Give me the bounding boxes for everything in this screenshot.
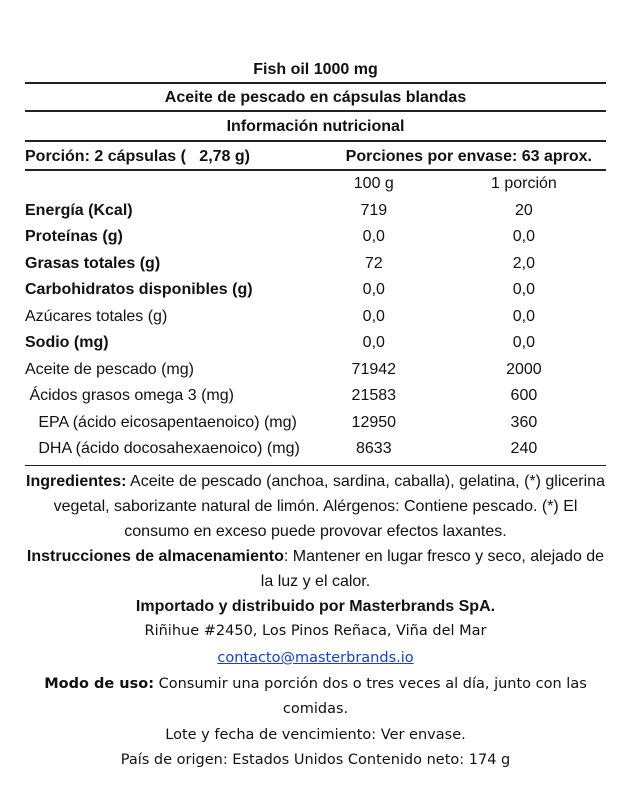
importer-text: Importado y distribuido por Masterbrands SpA. [135,597,496,615]
value-portion: 0,0 [512,281,536,299]
table-row [25,410,606,437]
value-portion: 0,0 [512,307,536,325]
table-row [25,357,606,384]
value-portion: 360 [510,413,538,431]
value-portion: 20 [515,201,533,219]
value-100g: 8633 [356,440,392,458]
nutrient-name: EPA (ácido eicosapentaenoico) (mg) [25,413,297,431]
portion-grams: ( 2,78 g) [180,148,250,165]
nutrient-name: Proteínas (g) [25,228,123,246]
portions-per-container: Porciones por envase: 63 aprox. [345,148,592,165]
nutrient-name: Aceite de pescado (mg) [25,360,194,378]
nutrient-name: Ácidos grasos omega 3 (mg) [25,387,234,405]
value-100g: 72 [364,254,383,272]
table-row [25,251,606,278]
value-portion: 240 [510,440,538,458]
portion-value: 2 cápsulas [94,148,177,165]
section-title: Información nutricional [25,112,606,142]
product-subtitle: Aceite de pescado en cápsulas blandas [25,84,606,112]
value-100g: 0,0 [362,334,385,352]
table-row [25,224,606,251]
product-title: Fish oil 1000 mg [25,56,606,84]
table-row [25,383,606,410]
col-portion: 1 porción [490,175,557,193]
email-link[interactable]: contacto@masterbrands.io [217,650,414,666]
importer [25,594,606,619]
ingredients-label: Ingredientes: [26,472,127,490]
value-portion: 0,0 [512,228,536,246]
value-100g: 0,0 [362,307,385,325]
nutrition-label [25,56,606,774]
usage-label: Modo de uso: [44,675,154,692]
value-100g: 71942 [351,360,397,378]
value-100g: 21583 [351,387,397,405]
value-portion: 2,0 [512,254,536,272]
nutrient-name: Energía (Kcal) [25,201,133,219]
lot: Lote y fecha de vencimiento: Ver envase. [165,726,466,743]
usage-text: Consumir una porción dos o tres veces al día, junto con las comidas. [154,675,587,717]
ingredients [25,469,606,594]
storage-text: : Mantener en lugar fresco y seco, alejado de la luz y el calor. [260,547,605,590]
table-row [25,304,606,331]
value-portion: 600 [510,387,538,405]
nutrient-name: Sodio (mg) [25,334,109,352]
table-row [25,198,606,225]
value-portion: 0,0 [512,334,536,352]
nutrition-table [25,171,606,463]
nutrient-name: Carbohidratos disponibles (g) [25,281,253,299]
table-row [25,330,606,357]
column-headers [25,171,606,198]
value-100g: 0,0 [362,281,385,299]
storage-label: Instrucciones de almacenamiento [26,547,284,565]
table-row [25,436,606,463]
ingredients-text: Aceite de pescado (anchoa, sardina, caballa), gelatina, (*) glicerina vegetal, saborizante natural de limón. Alérgenos: Contiene pescado. (*) El consumo en exceso puede provovar efectos laxantes. [53,472,605,540]
value-portion: 2000 [506,360,542,378]
usage [25,672,606,723]
table-row [25,277,606,304]
portion-row [25,142,606,171]
portion-label: Porción: [25,148,90,165]
origin: País de origen: Estados Unidos Contenido neto: 174 g [120,752,511,768]
address: Riñihue #2450, Los Pinos Reñaca, Viña del Mar [144,622,487,639]
value-100g: 12950 [351,413,397,431]
nutrient-name: Azúcares totales (g) [25,307,168,325]
footer [25,619,606,774]
value-100g: 719 [360,201,388,219]
nutrient-name: Grasas totales (g) [25,254,161,272]
nutrient-name: DHA (ácido docosahexaenoico) (mg) [25,440,300,458]
col-100g: 100 g [353,175,394,193]
value-100g: 0,0 [362,228,385,246]
